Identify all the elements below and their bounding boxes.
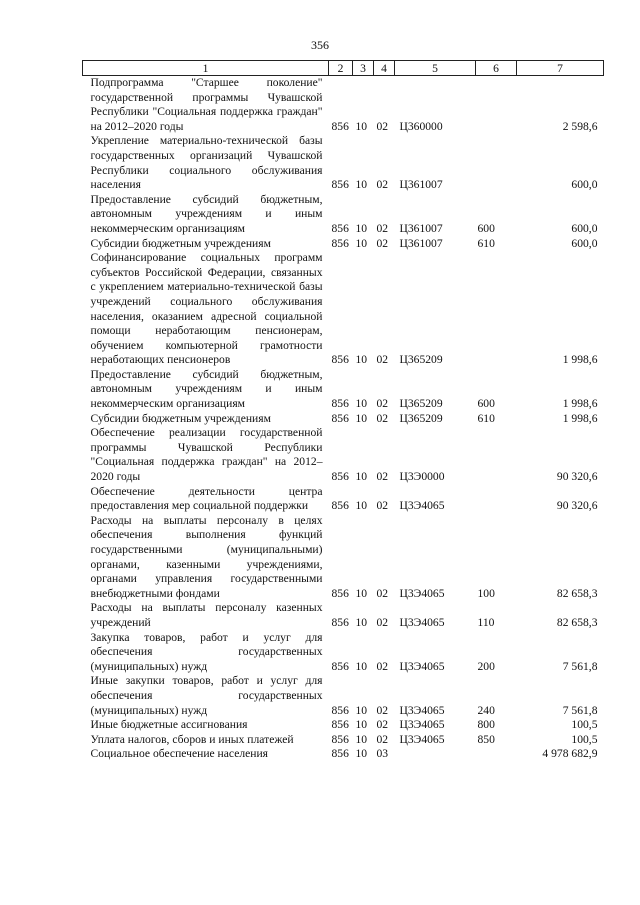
row-ministry-code: 856 [331, 586, 349, 600]
row-target-code: Ц3Э4065 [399, 659, 445, 673]
row-ministry-code: 856 [331, 236, 349, 250]
row-ministry-code: 856 [331, 470, 349, 484]
row-section-code: 10 [355, 499, 368, 513]
row-target-code: Ц3Э4065 [399, 732, 445, 746]
header-cell-name: 1 [83, 61, 329, 76]
row-section-code: 10 [355, 119, 368, 133]
table-row [83, 718, 604, 733]
row-amount: 100,5 [571, 732, 598, 746]
row-name: Софинансирование социальных программ субъектов Российской Федерации, связанных с укреплением материально-технической базы учреждений социального обслуживания населения, оказанием адресной социальной помощи неработающим пенсионерам, обучением компьютерной грамотности неработающих пенсионеров [90, 251, 323, 367]
row-target-code: Ц3Э4065 [399, 718, 445, 732]
table-row [83, 674, 604, 718]
row-section-code: 10 [355, 221, 368, 235]
row-name: Иные закупки товаров, работ и услуг для обеспечения государственных (муниципальных) нужд [90, 674, 323, 717]
row-ministry-code: 856 [331, 119, 349, 133]
row-subsection-code: 02 [376, 499, 389, 513]
row-section-code: 10 [355, 703, 368, 717]
row-subsection-code: 02 [376, 411, 389, 425]
row-subsection-code: 03 [376, 747, 389, 761]
row-expense-type: 600 [477, 397, 495, 411]
row-name: Социальное обеспечение населения [90, 747, 269, 761]
row-section-code: 10 [355, 586, 368, 600]
row-amount: 1 998,6 [562, 411, 598, 425]
row-name: Обеспечение реализации государственной программы Чувашской Республики "Социальная поддержка граждан" на 2012–2020 годы [90, 426, 323, 484]
row-ministry-code: 856 [331, 703, 349, 717]
row-subsection-code: 02 [376, 732, 389, 746]
row-amount: 1 998,6 [562, 397, 598, 411]
row-target-code: Ц3Э4065 [399, 499, 445, 513]
table-header [83, 61, 604, 76]
row-name: Иные бюджетные ассигнования [90, 718, 248, 732]
row-name: Уплата налогов, сборов и иных платежей [90, 732, 294, 746]
header-cell-target: 5 [395, 61, 476, 76]
row-name: Предоставление субсидий бюджетным, автономным учреждениям и иным некоммерческим организациям [90, 367, 323, 411]
row-section-code: 10 [355, 615, 368, 629]
row-expense-type: 610 [477, 411, 495, 425]
table-row [83, 134, 604, 192]
row-expense-type: 110 [477, 615, 495, 629]
row-section-code: 10 [355, 178, 368, 192]
row-expense-type [476, 134, 517, 192]
row-target-code: Ц365209 [399, 353, 443, 367]
row-section-code: 10 [355, 353, 368, 367]
row-section-code: 10 [355, 747, 368, 761]
row-section-code: 10 [355, 718, 368, 732]
row-section-code: 10 [355, 397, 368, 411]
table-row [83, 251, 604, 368]
table-row [83, 237, 604, 252]
row-ministry-code: 856 [331, 411, 349, 425]
table-row [83, 631, 604, 675]
row-target-code: Ц365209 [399, 411, 443, 425]
row-ministry-code: 856 [331, 397, 349, 411]
row-subsection-code: 02 [376, 718, 389, 732]
row-amount: 7 561,8 [562, 659, 598, 673]
row-amount: 600,0 [571, 221, 598, 235]
row-name: Закупка товаров, работ и услуг для обеспечения государственных (муниципальных) нужд [90, 630, 323, 673]
row-amount: 7 561,8 [562, 703, 598, 717]
row-amount: 82 658,3 [556, 615, 598, 629]
row-ministry-code: 856 [331, 659, 349, 673]
row-name: Расходы на выплаты персоналу казенных учреждений [90, 601, 323, 629]
row-target-code: Ц360000 [399, 119, 443, 133]
row-expense-type [476, 747, 517, 762]
row-subsection-code: 02 [376, 470, 389, 484]
header-cell-ministry: 2 [329, 61, 353, 76]
table-row [83, 485, 604, 514]
row-amount: 90 320,6 [556, 470, 598, 484]
row-name: Подпрограмма "Старшее поколение" государственной программы Чувашской Республики "Социальная поддержка граждан" на 2012–2020 годы [90, 76, 323, 133]
row-expense-type [476, 76, 517, 135]
row-expense-type: 240 [477, 703, 495, 717]
row-ministry-code: 856 [331, 221, 349, 235]
row-name: Субсидии бюджетным учреждениям [90, 236, 271, 250]
row-name: Расходы на выплаты персоналу в целях обеспечения выполнения функций государственными (муниципальными) органами, казенными учреждениями, органами управления государственными внебюджетными фондами [90, 513, 323, 600]
row-expense-type [476, 485, 517, 514]
budget-table [82, 60, 604, 762]
table-body [83, 76, 604, 762]
row-subsection-code: 02 [376, 178, 389, 192]
row-expense-type: 800 [477, 718, 495, 732]
header-cell-amount: 7 [517, 61, 604, 76]
row-ministry-code: 856 [331, 353, 349, 367]
row-amount: 600,0 [571, 236, 598, 250]
header-cell-subsection: 4 [374, 61, 395, 76]
row-subsection-code: 02 [376, 236, 389, 250]
row-subsection-code: 02 [376, 119, 389, 133]
row-target-code: Ц361007 [399, 221, 443, 235]
row-amount: 90 320,6 [556, 499, 598, 513]
table-row [83, 514, 604, 602]
row-section-code: 10 [355, 732, 368, 746]
row-expense-type: 850 [477, 732, 495, 746]
row-target-code: Ц3Э0000 [399, 470, 445, 484]
row-target-code: Ц3Э4065 [399, 703, 445, 717]
row-amount: 4 978 682,9 [542, 747, 598, 761]
row-ministry-code: 856 [331, 499, 349, 513]
row-expense-type: 100 [477, 586, 495, 600]
row-subsection-code: 02 [376, 659, 389, 673]
row-section-code: 10 [355, 236, 368, 250]
row-target-code: Ц361007 [399, 236, 443, 250]
row-name: Обеспечение деятельности центра предоставления мер социальной поддержки [90, 484, 323, 513]
row-expense-type [476, 251, 517, 368]
header-cell-type: 6 [476, 61, 517, 76]
header-row [83, 61, 604, 76]
row-subsection-code: 02 [376, 221, 389, 235]
row-amount: 2 598,6 [562, 119, 598, 133]
row-ministry-code: 856 [331, 178, 349, 192]
row-target-code: Ц3Э4065 [399, 615, 445, 629]
table-row [83, 747, 604, 762]
row-expense-type: 600 [477, 221, 495, 235]
table-row [83, 601, 604, 630]
row-amount: 100,5 [571, 718, 598, 732]
row-expense-type [476, 426, 517, 484]
row-target-code: Ц361007 [399, 178, 443, 192]
row-target-code: Ц3Э4065 [399, 586, 445, 600]
row-subsection-code: 02 [376, 353, 389, 367]
table-row [83, 733, 604, 748]
row-ministry-code: 856 [331, 732, 349, 746]
row-subsection-code: 02 [376, 586, 389, 600]
table-row [83, 412, 604, 427]
header-cell-section: 3 [353, 61, 374, 76]
table-row [83, 426, 604, 484]
row-name: Субсидии бюджетным учреждениям [90, 411, 271, 425]
row-amount: 600,0 [571, 178, 598, 192]
row-target-code [395, 747, 476, 762]
page-number: 356 [311, 38, 329, 52]
table-row [83, 76, 604, 135]
row-subsection-code: 02 [376, 615, 389, 629]
table-row [83, 193, 604, 237]
row-ministry-code: 856 [331, 718, 349, 732]
row-amount: 82 658,3 [556, 586, 598, 600]
row-section-code: 10 [355, 470, 368, 484]
row-ministry-code: 856 [331, 615, 349, 629]
row-subsection-code: 02 [376, 703, 389, 717]
row-ministry-code: 856 [331, 747, 349, 761]
row-expense-type: 610 [477, 236, 495, 250]
row-section-code: 10 [355, 659, 368, 673]
row-amount: 1 998,6 [562, 353, 598, 367]
row-expense-type: 200 [477, 659, 495, 673]
row-name: Предоставление субсидий бюджетным, автономным учреждениям и иным некоммерческим организациям [90, 192, 323, 235]
row-name: Укрепление материально-технической базы государственных организаций Чувашской Республики социального обслуживания населения [90, 134, 323, 192]
row-section-code: 10 [355, 411, 368, 425]
row-subsection-code: 02 [376, 397, 389, 411]
row-target-code: Ц365209 [399, 397, 443, 411]
table-row [83, 368, 604, 412]
